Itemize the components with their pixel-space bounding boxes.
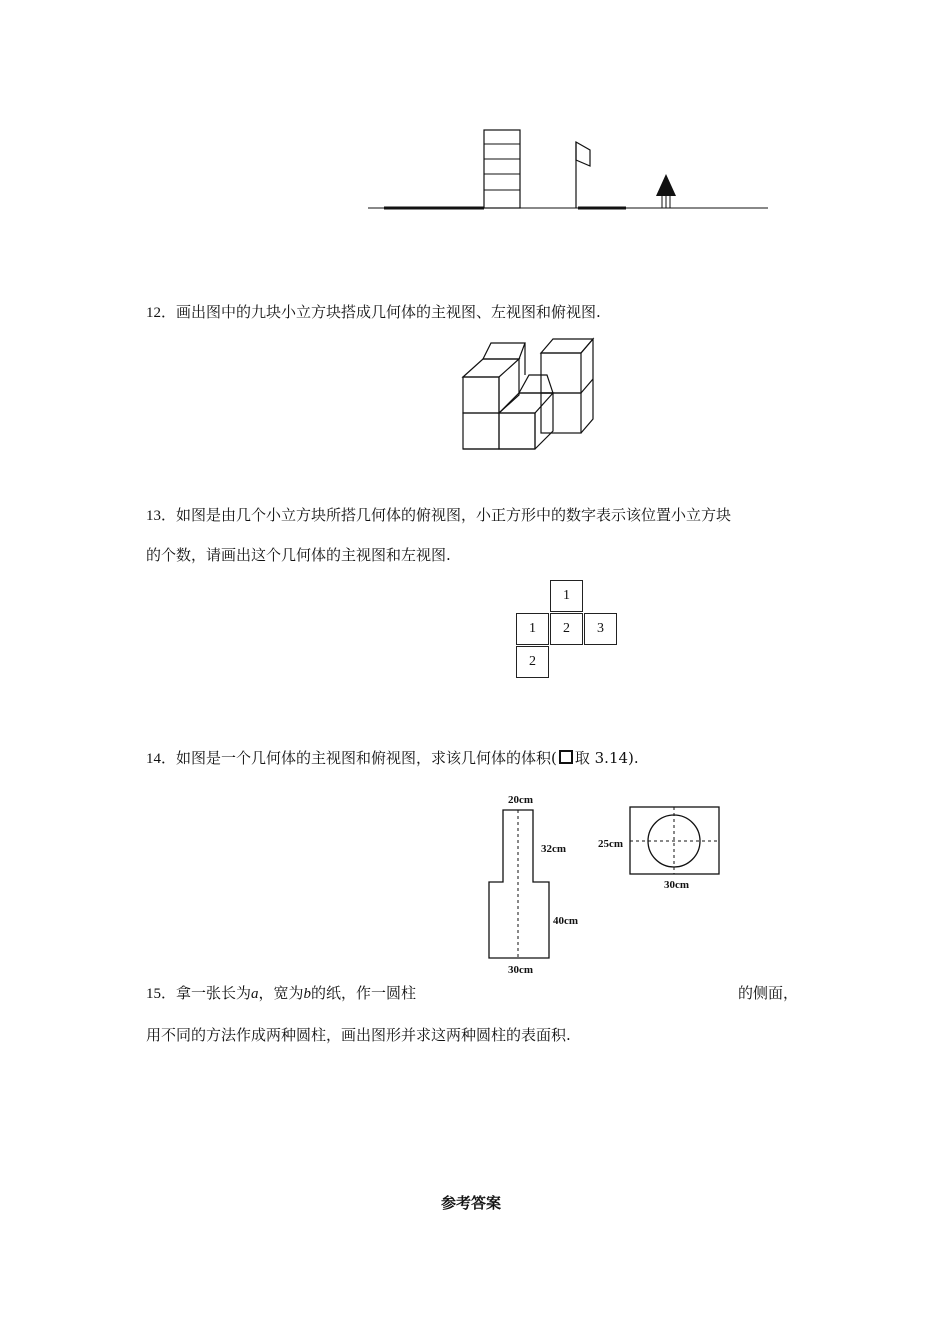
tree (656, 174, 676, 208)
q14-front-view (488, 790, 578, 970)
tower (484, 130, 520, 208)
answer-title: 参考答案 (441, 1194, 502, 1212)
front-upper-height-label: 32cm (541, 843, 567, 855)
grid-cell-right: 3 (584, 613, 617, 645)
grid-cell-left: 1 (516, 613, 549, 645)
q14-number: 14． (146, 751, 177, 767)
q15-number: 15． (146, 986, 177, 1002)
grid-cell-center: 2 (550, 613, 583, 645)
q13-line2: 的个数，请画出这个几何体的主视图和左视图. (146, 546, 451, 564)
q15-text-c: 的纸，作一圆柱 (311, 984, 417, 1002)
grid-cell-top: 1 (550, 580, 583, 612)
q15-line2: 用不同的方法作成两种圆柱，画出图形并求这两种圆柱的表面积. (146, 1026, 571, 1044)
q12-body: 画出图中的九块小立方块搭成几何体的主视图、左视图和俯视图. (176, 303, 601, 321)
q13-line1 (146, 505, 731, 526)
front-lower-height-label: 40cm (553, 915, 579, 927)
pi-symbol-icon (559, 750, 573, 764)
q14-body-2: 取 3.14). (574, 749, 639, 767)
q15-text-d: 的侧面， (738, 984, 799, 1002)
q15-var-a: a (251, 986, 259, 1002)
grid-cell-bottom: 2 (516, 646, 549, 678)
cube (541, 353, 581, 393)
q14-top-view (628, 805, 723, 880)
front-bottom-width-label: 30cm (508, 964, 534, 976)
q12-cube-figure (455, 335, 610, 455)
front-top-width-label: 20cm (508, 794, 534, 806)
top-width-label: 30cm (664, 879, 690, 891)
q14-body-1: 如图是一个几何体的主视图和俯视图，求该几何体的体积( (176, 749, 557, 767)
q12-number: 12． (146, 305, 177, 321)
top-height-label: 25cm (598, 838, 624, 850)
q15-var-b: b (303, 986, 312, 1002)
q13-body-1: 如图是由几个小立方块所搭几何体的俯视图，小正方形中的数字表示该位置小立方块 (176, 506, 732, 524)
cube (463, 377, 499, 413)
q13-top-view-grid (516, 580, 626, 680)
q15-text-a: 拿一张长为 (176, 984, 252, 1002)
cube (499, 413, 535, 449)
cube (463, 413, 499, 449)
q12-text (146, 302, 601, 323)
q11-shadow-figure (360, 120, 780, 220)
flag (576, 142, 590, 208)
q15-text-b: ，宽为 (258, 984, 304, 1002)
q13-number: 13． (146, 508, 177, 524)
q14-text (146, 748, 639, 769)
q15-line1 (146, 983, 416, 1004)
